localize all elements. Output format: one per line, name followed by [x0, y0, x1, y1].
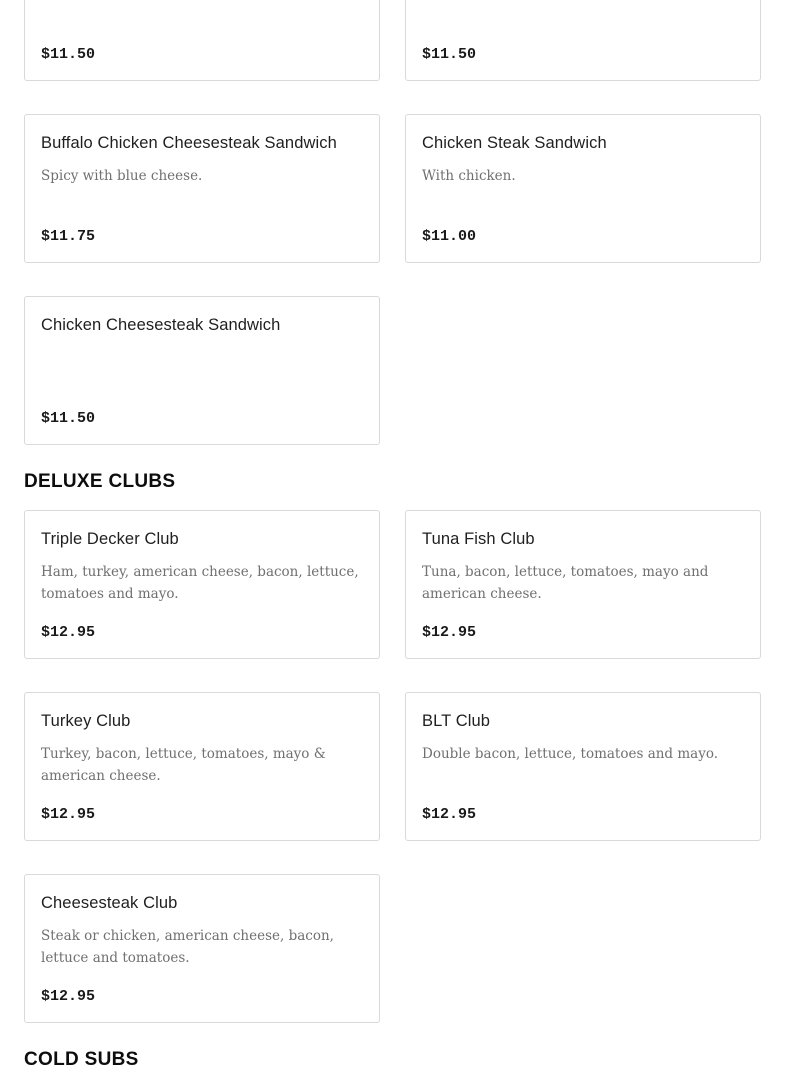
item-price: $11.75 — [41, 228, 96, 245]
menu-item-card[interactable] — [405, 692, 761, 841]
item-price: $12.95 — [41, 624, 96, 641]
item-name: Chicken Cheesesteak Sandwich — [41, 316, 281, 334]
section-title-cold-subs: COLD SUBS — [24, 1049, 139, 1070]
item-description: Turkey, bacon, lettuce, tomatoes, mayo & american cheese. — [41, 746, 326, 784]
menu-item-card[interactable] — [24, 510, 380, 659]
menu-item-card[interactable] — [24, 296, 380, 445]
menu-item-card[interactable] — [24, 874, 380, 1023]
menu-item-card[interactable] — [405, 0, 761, 81]
item-price: $11.50 — [41, 410, 96, 427]
item-price: $12.95 — [41, 806, 96, 823]
item-price: $12.95 — [41, 988, 96, 1005]
item-name: BLT Club — [422, 712, 491, 730]
item-price: $12.95 — [422, 806, 477, 823]
menu-item-card[interactable] — [405, 114, 761, 263]
item-name: Triple Decker Club — [41, 530, 179, 548]
item-price: $11.50 — [422, 46, 477, 63]
item-description: Tuna, bacon, lettuce, tomatoes, mayo and american cheese. — [422, 564, 709, 602]
menu-item-card[interactable] — [405, 510, 761, 659]
item-description: Double bacon, lettuce, tomatoes and mayo. — [422, 746, 719, 762]
item-name: Turkey Club — [41, 712, 131, 730]
item-description: Steak or chicken, american cheese, bacon, lettuce and tomatoes. — [41, 928, 334, 966]
menu-item-card[interactable] — [24, 0, 380, 81]
item-name: Cheesesteak Club — [41, 894, 178, 912]
item-name: Tuna Fish Club — [422, 530, 535, 548]
item-name: Chicken Steak Sandwich — [422, 134, 607, 152]
menu-item-card[interactable] — [24, 114, 380, 263]
item-description: With chicken. — [422, 168, 516, 184]
item-description: Spicy with blue cheese. — [41, 168, 203, 184]
item-price: $11.00 — [422, 228, 477, 245]
item-price: $11.50 — [41, 46, 96, 63]
item-description: Ham, turkey, american cheese, bacon, lettuce, tomatoes and mayo. — [41, 564, 359, 602]
section-title-deluxe-clubs: DELUXE CLUBS — [24, 471, 176, 492]
item-price: $12.95 — [422, 624, 477, 641]
menu-item-card[interactable] — [24, 692, 380, 841]
item-name: Buffalo Chicken Cheesesteak Sandwich — [41, 134, 337, 152]
